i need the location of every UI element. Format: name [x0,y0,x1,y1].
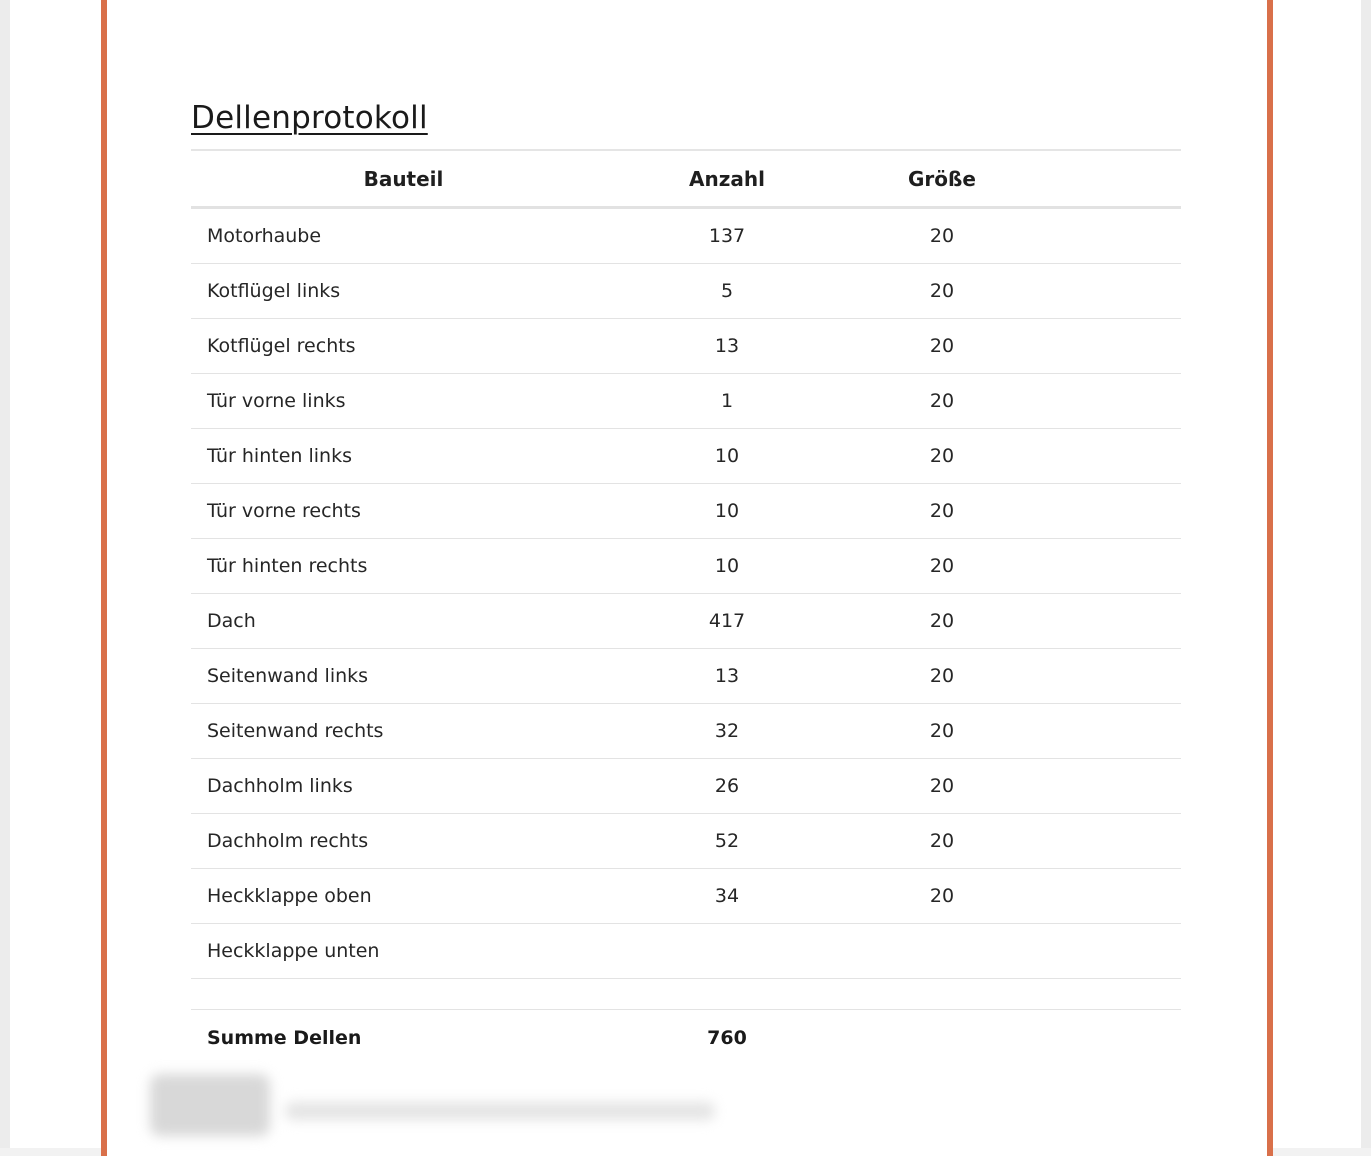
row-empty [1046,539,1181,594]
row-empty [1046,594,1181,649]
table-row [191,924,1181,979]
row-empty [1046,814,1181,869]
row-count: 13 [616,319,838,374]
row-size: 20 [838,264,1046,319]
row-count: 52 [616,814,838,869]
row-size: 20 [838,704,1046,759]
table-row [191,869,1181,924]
row-count: 32 [616,704,838,759]
row-empty [1046,649,1181,704]
row-size: 20 [838,759,1046,814]
table-header-row [191,150,1181,208]
row-count: 26 [616,759,838,814]
right-margin-strip [1361,0,1371,1148]
row-part: Heckklappe oben [191,869,616,924]
row-part: Tür vorne rechts [191,484,616,539]
row-size: 20 [838,814,1046,869]
table-row [191,319,1181,374]
row-empty [1046,704,1181,759]
row-empty [1046,759,1181,814]
row-part: Tür hinten links [191,429,616,484]
row-part: Heckklappe unten [191,924,616,979]
table-row [191,374,1181,429]
header-size: Größe [908,166,976,191]
spacer-cell [191,979,616,1010]
row-part: Dach [191,594,616,649]
row-empty [1046,484,1181,539]
header-empty [1046,150,1181,208]
row-size: 20 [838,208,1046,264]
page-title: Dellenprotokoll [191,100,428,136]
row-size: 20 [838,594,1046,649]
sum-value: 760 [707,1027,747,1049]
row-empty [1046,429,1181,484]
row-part: Dachholm links [191,759,616,814]
table-header [191,150,1181,208]
spacer-cell [616,979,838,1010]
row-count: 13 [616,649,838,704]
row-part: Motorhaube [191,208,616,264]
table-row [191,208,1181,264]
row-size: 20 [838,374,1046,429]
table-row [191,759,1181,814]
table-row [191,264,1181,319]
row-count [616,924,838,979]
sum-row [191,1010,1181,1067]
table-row [191,814,1181,869]
row-count: 417 [616,594,838,649]
row-count: 5 [616,264,838,319]
row-part: Tür vorne links [191,374,616,429]
row-part: Kotflügel links [191,264,616,319]
row-count: 34 [616,869,838,924]
row-part: Seitenwand rechts [191,704,616,759]
table-body [191,208,1181,1067]
dent-table [191,149,1181,1066]
sum-label: Summe Dellen [207,1027,362,1049]
row-part: Kotflügel rechts [191,319,616,374]
row-size: 20 [838,484,1046,539]
row-size: 20 [838,869,1046,924]
row-size [838,924,1046,979]
row-part: Dachholm rechts [191,814,616,869]
row-empty [1046,869,1181,924]
table-row [191,704,1181,759]
row-part: Tür hinten rechts [191,539,616,594]
row-count: 10 [616,429,838,484]
row-empty [1046,208,1181,264]
row-empty [1046,264,1181,319]
sum-empty [838,1010,1046,1067]
row-size: 20 [838,539,1046,594]
table-row [191,484,1181,539]
spacer-cell [1046,979,1181,1010]
row-count: 10 [616,484,838,539]
header-count: Anzahl [689,166,765,191]
sum-empty [1046,1010,1181,1067]
row-size: 20 [838,319,1046,374]
row-count: 10 [616,539,838,594]
row-count: 137 [616,208,838,264]
table-row [191,594,1181,649]
spacer-row [191,979,1181,1010]
row-empty [1046,374,1181,429]
row-size: 20 [838,429,1046,484]
left-margin-strip [0,0,10,1148]
header-part: Bauteil [363,166,444,191]
blurred-stamp [150,1074,270,1136]
table-row [191,649,1181,704]
row-empty [1046,319,1181,374]
dent-table-container [191,149,1181,1066]
row-part: Seitenwand links [191,649,616,704]
row-empty [1046,924,1181,979]
row-count: 1 [616,374,838,429]
blurred-footer-text [285,1102,715,1120]
spacer-cell [838,979,1046,1010]
table-row [191,429,1181,484]
table-row [191,539,1181,594]
row-size: 20 [838,649,1046,704]
